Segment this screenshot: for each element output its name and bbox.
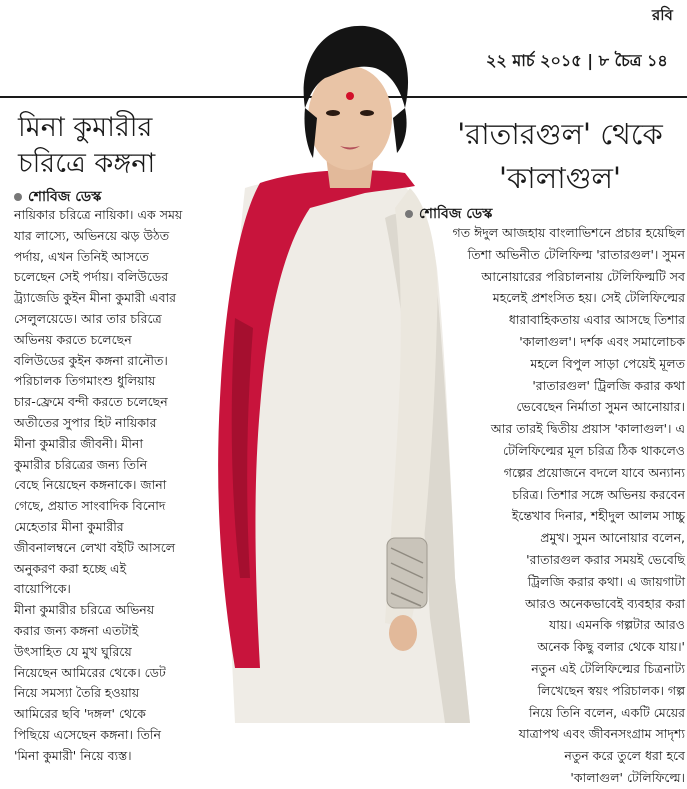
body-line: 'কালাগুল'। দর্শক এবং সমালোচক: [519, 333, 685, 349]
body-line: 'রাতারগুল' ট্রিলজি করার কথা: [532, 377, 685, 393]
body-line: পর্দায়, এখন তিনিই আসতে: [14, 248, 149, 264]
body-line: লিখেছেন স্বয়ং পরিচালক। গল্প: [537, 682, 685, 698]
body-line: বায়োপিকে।: [14, 581, 71, 597]
left-article-body: [14, 205, 244, 767]
left-title-line: মিনা কুমারীর: [18, 112, 153, 143]
right-title-line: 'রাতারগুল' থেকে: [457, 117, 663, 151]
masthead-date: ২২ মার্চ ২০১৫ | ৮ চৈত্র ১৪: [486, 51, 668, 70]
left-title-line: চরিত্রে কঙ্গনা: [18, 148, 156, 179]
body-line: আনোয়ারের পরিচালনায় টেলিফিল্মটি সব: [481, 268, 685, 284]
body-line: নায়িকার চরিত্রে নায়িকা। এক সময়: [14, 207, 183, 222]
body-line: গত ঈদুল আজহায় বাংলাভিশনে প্রচার হয়েছিল: [452, 225, 685, 240]
body-line: চার-ফ্রেমে বন্দী করতে চলেছেন: [14, 394, 168, 410]
body-line: মহলে বিপুল সাড়া পেয়েই মূলত: [530, 355, 685, 371]
right-article-body: [420, 222, 685, 789]
body-line: ট্র্যাজেডি কুইন মীনা কুমারী এবার: [14, 290, 177, 306]
body-line: ট্রিলজি করার কথা। এ জায়গাটা: [527, 573, 685, 589]
hand: [389, 615, 417, 651]
bullet-icon: [14, 193, 22, 201]
body-line: কুমারীর চরিত্রের জন্য তিনি: [14, 456, 148, 472]
body-line: জীবনালম্বনে লেখা বইটি আসলে: [14, 539, 176, 555]
body-line: প্রমুখ। সুমন আনোয়ার বলেন,: [540, 530, 685, 546]
body-line: গেছে, প্রয়াত সাংবাদিক বিনোদ: [14, 498, 166, 514]
body-line: নিয়েছেন আমিরের থেকে। ডেট: [14, 664, 166, 680]
bullet-icon: [405, 210, 413, 218]
body-line: ইন্তেখাব দিনার, শহীদুল আলম সাচ্চু: [511, 508, 685, 524]
body-line: চলেছেন সেই পর্দায়। বলিউডের: [14, 269, 169, 285]
body-line: আর তারই দ্বিতীয় প্রয়াস 'কালাগুল'। এ: [490, 421, 685, 437]
body-line: আমিরের ছবি 'দঙ্গল' থেকে: [14, 706, 146, 722]
body-line: নিয়ে সমস্যা তৈরি হওয়ায়: [14, 685, 140, 701]
right-article-title: [440, 112, 680, 200]
body-line: মীনা কুমারীর চরিত্রে অভিনয়: [14, 602, 155, 618]
body-line: নতুন করে তুলে ধরা হবে: [564, 748, 685, 764]
face: [308, 66, 392, 170]
body-line: 'কালাগুল' টেলিফিল্মে।: [570, 769, 685, 785]
body-line: তিশা অভিনীত টেলিফিল্ম 'রাতারগুল'। সুমন: [467, 246, 685, 262]
body-line: মেহেতার মীনা কুমারীর: [14, 518, 124, 534]
right-byline-text: শোবিজ ডেস্ক: [419, 206, 493, 222]
bindi: [346, 92, 354, 100]
body-line: নতুন এই টেলিফিল্মের চিত্রনাট্য: [531, 660, 685, 676]
right-title-line: 'কালাগুল': [499, 161, 621, 195]
body-line: 'রাতারগুল করার সময়ই ভেবেছি: [526, 551, 685, 567]
body-line: উৎসাহিত যে মুখ ঘুরিয়ে: [14, 643, 132, 659]
body-line: মীনা কুমারীর জীবনী। মীনা: [14, 435, 143, 451]
left-byline-text: শোবিজ ডেস্ক: [28, 189, 102, 205]
body-line: যায়। এমনকি গল্পটার আরও: [549, 617, 685, 633]
body-line: যাত্রাপথ এবং জীবনসংগ্রাম সাদৃশ্য: [518, 726, 685, 742]
body-line: সেলুলয়েডে। আর তার চরিত্রে: [14, 310, 162, 326]
body-line: 'মিনা কুমারী' নিয়ে ব্যস্ত।: [14, 747, 132, 763]
body-line: অনেক কিছু বলার থেকে যায়।': [537, 639, 685, 655]
body-line: ধারাবাহিকতায় এবার আসছে তিশার: [508, 312, 685, 328]
body-line: অতীতের সুপার হিট নায়িকার: [14, 414, 157, 430]
body-line: মহলেই প্রশংসিত হয়। সেই টেলিফিল্মের: [492, 290, 685, 306]
body-line: অভিনয় করতে চলেছেন: [14, 331, 132, 347]
body-line: পিছিয়ে এসেছেন কঙ্গনা। তিনি: [14, 726, 161, 742]
body-line: নিয়ে তিনি বলেন, একটি মেয়ের: [529, 704, 685, 720]
body-line: পরিচালক তিগমাংশু ধুলিয়ায়: [14, 373, 156, 389]
body-line: ভেবেছেন নির্মাতা সুমন আনোয়ার।: [516, 399, 685, 415]
body-line: বেছে নিয়েছেন কঙ্গনাকে। জানা: [14, 477, 167, 493]
body-line: চরিত্র। তিশার সঙ্গে অভিনয় করবেন: [512, 486, 685, 502]
masthead-day: রবি: [652, 6, 673, 24]
body-line: টেলিফিল্মের মূল চরিত্র ঠিক থাকলেও: [503, 442, 685, 458]
body-line: যার লাস্যে, অভিনয়ে ঝড় উঠত: [14, 227, 170, 243]
body-line: অনুকরণ করা হচ্ছে এই: [14, 560, 127, 576]
body-line: আরও অনেকভাবেই ব্যবহার করা: [525, 595, 685, 611]
body-line: করার জন্য কঙ্গনা এতটাই: [14, 622, 139, 638]
body-line: গল্পের প্রয়োজনে বদলে যাবে অন্যান্য: [503, 464, 685, 480]
body-line: বলিউডের কুইন কঙ্গনা রানৌত।: [14, 352, 168, 368]
left-article-title: [18, 110, 208, 182]
